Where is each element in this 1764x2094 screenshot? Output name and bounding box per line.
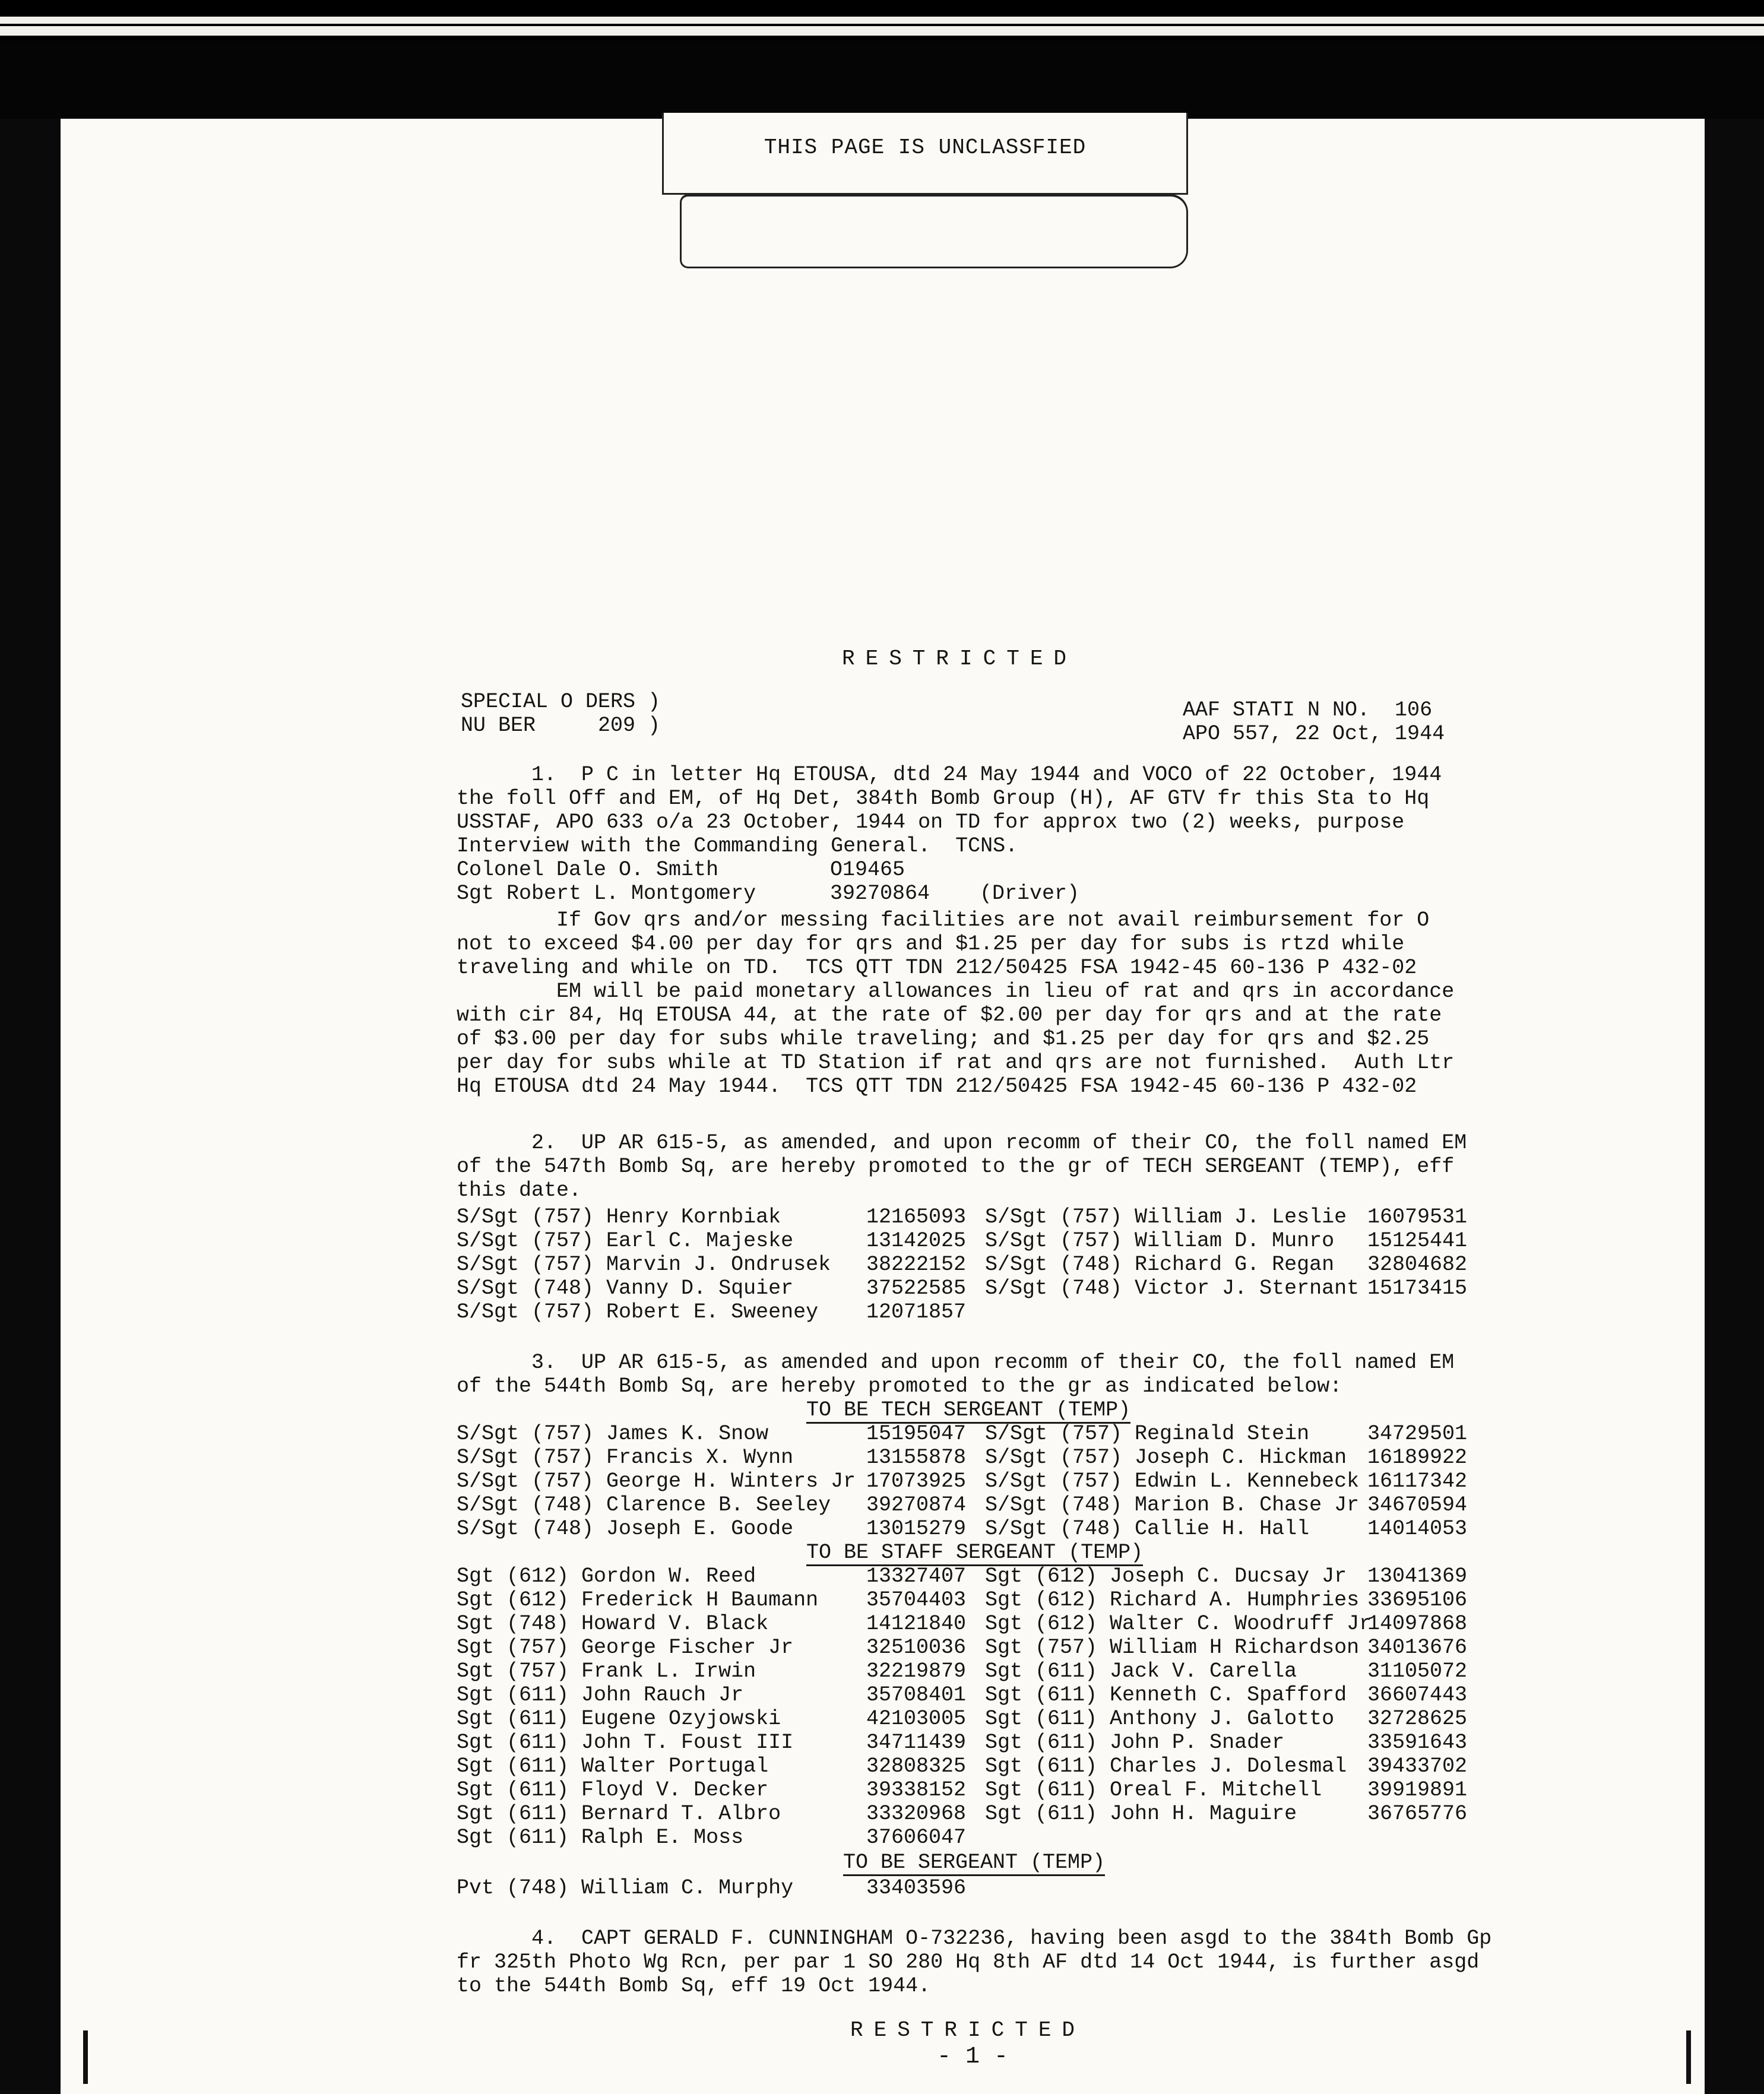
promotion-serial: 34013676 bbox=[1367, 1636, 1468, 1659]
order-right-line2: APO 557, 22 Oct, 1944 bbox=[1183, 722, 1445, 746]
promotion-row bbox=[457, 1731, 1466, 1754]
promotion-serial: 32510036 bbox=[866, 1636, 967, 1659]
para2-line: 2. UP AR 615-5, as amended, and upon recomm of their CO, the foll named EM bbox=[457, 1131, 1467, 1155]
para1-line2: of $3.00 per day for subs while traveling; and $1.25 per day for qrs and $2.25 bbox=[457, 1027, 1430, 1051]
para1-line: 1. P C in letter Hq ETOUSA, dtd 24 May 1944 and VOCO of 22 October, 1944 bbox=[457, 763, 1442, 787]
promotion-row bbox=[457, 1517, 1466, 1541]
para3-line: of the 544th Bomb Sq, are hereby promoted to the gr as indicated below: bbox=[457, 1374, 1342, 1398]
promotion-row bbox=[457, 1802, 1466, 1826]
promotion-serial: 14014053 bbox=[1367, 1517, 1468, 1541]
promotion-serial: 33403596 bbox=[866, 1876, 967, 1900]
promotion-serial: 34729501 bbox=[1367, 1422, 1468, 1446]
promotion-serial: 34711439 bbox=[866, 1731, 967, 1754]
promotion-name: Sgt (611) Kenneth C. Spafford bbox=[985, 1683, 1347, 1707]
promotion-serial: 16117342 bbox=[1367, 1469, 1468, 1493]
promotion-name: S/Sgt (757) Robert E. Sweeney bbox=[457, 1300, 819, 1324]
promotion-serial: 38222152 bbox=[866, 1253, 967, 1276]
para1-line: USSTAF, APO 633 o/a 23 October, 1944 on TD for approx two (2) weeks, purpose bbox=[457, 810, 1405, 834]
promotion-serial: 42103005 bbox=[866, 1707, 967, 1731]
promotion-serial: 12165093 bbox=[866, 1205, 967, 1229]
promotion-name: Sgt (612) Frederick H Baumann bbox=[457, 1588, 819, 1612]
promotion-name: S/Sgt (748) Marion B. Chase Jr bbox=[985, 1493, 1360, 1517]
promotion-serial: 13142025 bbox=[866, 1229, 967, 1253]
promotion-serial: 13015279 bbox=[866, 1517, 967, 1541]
promotion-serial: 32219879 bbox=[866, 1659, 967, 1683]
promotion-serial: 13041369 bbox=[1367, 1564, 1468, 1588]
promotion-serial: 15195047 bbox=[866, 1422, 967, 1446]
promotion-name: S/Sgt (757) Reginald Stein bbox=[985, 1422, 1310, 1446]
promotion-name: Sgt (611) John Rauch Jr bbox=[457, 1683, 744, 1707]
promotion-serial: 33591643 bbox=[1367, 1731, 1468, 1754]
scan-top-stripe-2 bbox=[0, 36, 1764, 40]
promotion-name: Sgt (611) John T. Foust III bbox=[457, 1731, 794, 1754]
order-left-line2: NU BER 209 ) bbox=[461, 714, 661, 737]
heading-tech-sergeant: TO BE TECH SERGEANT (TEMP) bbox=[806, 1398, 1130, 1424]
promotion-name: Sgt (611) Bernard T. Albro bbox=[457, 1802, 781, 1826]
promotion-name: S/Sgt (757) George H. Winters Jr bbox=[457, 1469, 856, 1493]
promotion-serial: 39433702 bbox=[1367, 1754, 1468, 1778]
promotion-serial: 39919891 bbox=[1367, 1778, 1468, 1802]
promotion-serial: 32804682 bbox=[1367, 1253, 1468, 1276]
promotion-row bbox=[457, 1778, 1466, 1802]
classification-stamp-text: THIS PAGE IS UNCLASSFIED bbox=[764, 135, 1087, 160]
promotion-row bbox=[457, 1876, 1466, 1900]
promotion-row bbox=[457, 1754, 1466, 1778]
promotion-row bbox=[457, 1253, 1466, 1276]
scan-top-stripe bbox=[0, 24, 1764, 26]
promotion-row bbox=[457, 1300, 1466, 1324]
promotion-serial: 16189922 bbox=[1367, 1446, 1468, 1469]
para1-line2: with cir 84, Hq ETOUSA 44, at the rate of $2.00 per day for qrs and at the rate bbox=[457, 1003, 1442, 1027]
promotion-serial: 13155878 bbox=[866, 1446, 967, 1469]
promotion-serial: 32808325 bbox=[866, 1754, 967, 1778]
para1-line: Interview with the Commanding General. TCNS. bbox=[457, 834, 1018, 858]
para1-line2: per day for subs while at TD Station if rat and qrs are not furnished. Auth Ltr bbox=[457, 1051, 1455, 1075]
promotion-name: Sgt (612) Joseph C. Ducsay Jr bbox=[985, 1564, 1347, 1588]
order-right-line1: AAF STATI N NO. 106 bbox=[1183, 698, 1433, 722]
footer-restricted: RESTRICTED bbox=[850, 2018, 1086, 2042]
promotion-serial: 35708401 bbox=[866, 1683, 967, 1707]
person-note: (Driver) bbox=[980, 882, 1080, 905]
promotion-name: S/Sgt (757) Earl C. Majeske bbox=[457, 1229, 794, 1253]
promotion-name: Pvt (748) William C. Murphy bbox=[457, 1876, 794, 1900]
promotion-row bbox=[457, 1276, 1466, 1300]
heading-sergeant: TO BE SERGEANT (TEMP) bbox=[843, 1851, 1105, 1876]
promotion-serial: 36607443 bbox=[1367, 1683, 1468, 1707]
para1-line: the foll Off and EM, of Hq Det, 384th Bomb Group (H), AF GTV fr this Sta to Hq bbox=[457, 787, 1430, 810]
promotion-name: S/Sgt (757) William D. Munro bbox=[985, 1229, 1335, 1253]
promotion-name: S/Sgt (757) Henry Kornbiak bbox=[457, 1205, 781, 1229]
para4-line: fr 325th Photo Wg Rcn, per par 1 SO 280 Hq 8th AF dtd 14 Oct 1944, is further asgd bbox=[457, 1950, 1480, 1974]
promotion-serial: 15125441 bbox=[1367, 1229, 1468, 1253]
promotion-row bbox=[457, 1636, 1466, 1659]
promotion-name: S/Sgt (748) Victor J. Sternant bbox=[985, 1276, 1360, 1300]
promotion-serial: 33320968 bbox=[866, 1802, 967, 1826]
scan-mark-left bbox=[83, 2030, 88, 2084]
promotion-name: S/Sgt (757) James K. Snow bbox=[457, 1422, 769, 1446]
promotion-name: S/Sgt (757) Edwin L. Kennebeck bbox=[985, 1469, 1360, 1493]
promotion-serial: 32728625 bbox=[1367, 1707, 1468, 1731]
promotion-name: S/Sgt (748) Callie H. Hall bbox=[985, 1517, 1310, 1541]
para4-line: to the 544th Bomb Sq, eff 19 Oct 1944. bbox=[457, 1974, 931, 1998]
promotion-row bbox=[457, 1469, 1466, 1493]
order-left-line1: SPECIAL O DERS ) bbox=[461, 690, 661, 714]
promotion-row bbox=[457, 1707, 1466, 1731]
promotion-row bbox=[457, 1446, 1466, 1469]
promotion-name: S/Sgt (748) Vanny D. Squier bbox=[457, 1276, 794, 1300]
promotion-name: Sgt (612) Richard A. Humphries bbox=[985, 1588, 1360, 1612]
page-number: - 1 - bbox=[937, 2044, 1009, 2070]
promotion-name: Sgt (611) Walter Portugal bbox=[457, 1754, 769, 1778]
promotion-row bbox=[457, 1564, 1466, 1588]
promotion-serial: 35704403 bbox=[866, 1588, 967, 1612]
heading-staff-sergeant: TO BE STAFF SERGEANT (TEMP) bbox=[806, 1541, 1143, 1566]
promotion-serial: 37522585 bbox=[866, 1276, 967, 1300]
promotion-serial: 15173415 bbox=[1367, 1276, 1468, 1300]
promotion-serial: 36765776 bbox=[1367, 1802, 1468, 1826]
person-name: Colonel Dale O. Smith bbox=[457, 858, 719, 882]
para4-line: 4. CAPT GERALD F. CUNNINGHAM O-732236, having been asgd to the 384th Bomb Gp bbox=[457, 1927, 1492, 1950]
promotion-name: S/Sgt (757) William J. Leslie bbox=[985, 1205, 1347, 1229]
promotion-name: Sgt (611) Floyd V. Decker bbox=[457, 1778, 769, 1802]
promotion-name: Sgt (612) Walter C. Woodruff Jr bbox=[985, 1612, 1372, 1636]
person-serial: O19465 bbox=[830, 858, 905, 882]
person-serial: 39270864 bbox=[830, 882, 930, 905]
para2-line: this date. bbox=[457, 1179, 582, 1202]
scan-right-edge bbox=[1705, 119, 1764, 2094]
promotion-serial: 37606047 bbox=[866, 1826, 967, 1849]
para1-line2: If Gov qrs and/or messing facilities are not avail reimbursement for O bbox=[457, 908, 1430, 932]
promotion-name: S/Sgt (757) Francis X. Wynn bbox=[457, 1446, 794, 1469]
promotion-name: Sgt (748) Howard V. Black bbox=[457, 1612, 769, 1636]
promotion-name: Sgt (611) Charles J. Dolesmal bbox=[985, 1754, 1347, 1778]
para3-line: 3. UP AR 615-5, as amended and upon recomm of their CO, the foll named EM bbox=[457, 1351, 1455, 1374]
promotion-serial: 12071857 bbox=[866, 1300, 967, 1324]
promotion-row bbox=[457, 1493, 1466, 1517]
scan-top-band bbox=[0, 40, 1764, 119]
promotion-name: S/Sgt (748) Clarence B. Seeley bbox=[457, 1493, 831, 1517]
promotion-name: Sgt (757) Frank L. Irwin bbox=[457, 1659, 756, 1683]
promotion-name: Sgt (611) Eugene Ozyjowski bbox=[457, 1707, 781, 1731]
promotion-name: Sgt (611) Anthony J. Galotto bbox=[985, 1707, 1335, 1731]
promotion-name: Sgt (611) Oreal F. Mitchell bbox=[985, 1778, 1322, 1802]
promotion-serial: 39270874 bbox=[866, 1493, 967, 1517]
classification-stamp-box bbox=[662, 113, 1188, 195]
para1-line2: not to exceed $4.00 per day for qrs and $1.25 per day for subs is rtzd while bbox=[457, 932, 1405, 956]
promotion-name: Sgt (757) George Fischer Jr bbox=[457, 1636, 794, 1659]
stamp-tab-outline bbox=[680, 194, 1188, 268]
para1-line2: Hq ETOUSA dtd 24 May 1944. TCS QTT TDN 212/50425 FSA 1942-45 60-136 P 432-02 bbox=[457, 1075, 1417, 1098]
scan-left-edge bbox=[0, 119, 61, 2094]
promotion-row bbox=[457, 1229, 1466, 1253]
promotion-row bbox=[457, 1588, 1466, 1612]
promotion-serial: 39338152 bbox=[866, 1778, 967, 1802]
promotion-row bbox=[457, 1659, 1466, 1683]
promotion-name: S/Sgt (757) Joseph C. Hickman bbox=[985, 1446, 1347, 1469]
promotion-name: Sgt (612) Gordon W. Reed bbox=[457, 1564, 756, 1588]
promotion-serial: 33695106 bbox=[1367, 1588, 1468, 1612]
scan-top-border bbox=[0, 0, 1764, 17]
promotion-serial: 13327407 bbox=[866, 1564, 967, 1588]
para1-line2: EM will be paid monetary allowances in lieu of rat and qrs in accordance bbox=[457, 980, 1455, 1003]
promotion-serial: 34670594 bbox=[1367, 1493, 1468, 1517]
promotion-serial: 31105072 bbox=[1367, 1659, 1468, 1683]
promotion-name: Sgt (611) Jack V. Carella bbox=[985, 1659, 1297, 1683]
promotion-row bbox=[457, 1422, 1466, 1446]
promotion-row bbox=[457, 1612, 1466, 1636]
para2-line: of the 547th Bomb Sq, are hereby promoted to the gr of TECH SERGEANT (TEMP), eff bbox=[457, 1155, 1455, 1179]
promotion-name: Sgt (611) John H. Maguire bbox=[985, 1802, 1297, 1826]
scan-mark-right bbox=[1686, 2030, 1691, 2084]
promotion-serial: 14121840 bbox=[866, 1612, 967, 1636]
promotion-row bbox=[457, 1205, 1466, 1229]
promotion-row bbox=[457, 1826, 1466, 1849]
promotion-name: S/Sgt (748) Joseph E. Goode bbox=[457, 1517, 794, 1541]
person-name: Sgt Robert L. Montgomery bbox=[457, 882, 756, 905]
promotion-name: S/Sgt (748) Richard G. Regan bbox=[985, 1253, 1335, 1276]
promotion-row bbox=[457, 1683, 1466, 1707]
promotion-name: Sgt (611) John P. Snader bbox=[985, 1731, 1285, 1754]
promotion-serial: 17073925 bbox=[866, 1469, 967, 1493]
promotion-name: S/Sgt (757) Marvin J. Ondrusek bbox=[457, 1253, 831, 1276]
para1-line2: traveling and while on TD. TCS QTT TDN 212/50425 FSA 1942-45 60-136 P 432-02 bbox=[457, 956, 1417, 980]
promotion-serial: 16079531 bbox=[1367, 1205, 1468, 1229]
promotion-name: Sgt (611) Ralph E. Moss bbox=[457, 1826, 744, 1849]
promotion-serial: 14097868 bbox=[1367, 1612, 1468, 1636]
header-restricted: RESTRICTED bbox=[842, 647, 1078, 671]
promotion-name: Sgt (757) William H Richardson bbox=[985, 1636, 1360, 1659]
